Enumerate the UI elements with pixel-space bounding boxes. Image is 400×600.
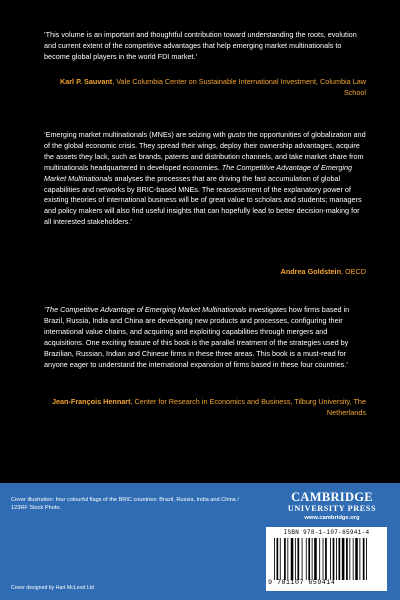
publisher-url: www.cambridge.org	[304, 515, 360, 521]
barcode-bar	[287, 538, 288, 580]
barcode-bar	[302, 538, 303, 580]
publisher-name-line1: CAMBRIDGE	[291, 490, 373, 504]
publisher-name-line2: UNIVERSITY PRESS	[287, 504, 377, 513]
review-quote-2	[44, 130, 366, 228]
review-quote-2-part2: the opportunities of globalization and of the global economic crisis. They spread their wings, deploy their ownership advantages, acquire the assets they lack, such as brands, patents and distribution channels, and take market share from multinationals headquartered in developed economies.	[44, 130, 366, 172]
reviewer-name-2: Andrea Goldstein	[280, 267, 342, 276]
barcode-bar	[353, 538, 354, 580]
barcode-bar	[325, 538, 327, 580]
reviewer-affiliation-2: , OECD	[341, 267, 366, 276]
barcode-bar	[366, 538, 367, 580]
barcode-bar	[295, 538, 296, 580]
barcode-bar	[323, 538, 324, 580]
barcode-bar	[342, 538, 345, 580]
reviewer-affiliation-1: , Vale Columbia Center on Sustainable International Investment, Columbia Law School	[112, 77, 366, 97]
barcode-bar	[284, 538, 286, 580]
review-quote-3	[44, 305, 366, 370]
review-attribution-3	[44, 397, 366, 419]
barcode-bar	[277, 538, 279, 580]
barcode-box	[266, 527, 387, 591]
review-quote-2-em1: gusto	[227, 130, 246, 139]
barcode-bar	[280, 538, 281, 580]
barcode-bar	[336, 538, 337, 580]
reviewer-name-3: Jean-François Hennart	[51, 397, 131, 406]
review-quote-1	[44, 30, 366, 63]
publisher-logo	[277, 491, 387, 522]
barcode-bar	[359, 538, 360, 580]
barcode-bar	[339, 538, 341, 580]
review-attribution-1	[44, 77, 366, 99]
barcode-bar	[291, 538, 294, 580]
barcode-bar	[308, 538, 310, 580]
barcode-bar	[312, 538, 313, 580]
barcode-bar	[319, 538, 320, 580]
cover-illustration-credit: Cover illustration: four colourful flags of the BRIC countries: Brazil, Russia, India and China / 123RF Stock Photo.	[11, 497, 239, 511]
review-quote-3-em1: ‘The Competitive Advantage of Emerging Market Multinationals	[44, 305, 247, 314]
review-quote-1-text: ‘This volume is an important and thoughtful contribution toward understanding the roots, evolution and current extent of the competitive advantages that help emerging market multinationals to become global players in the world FDI market.’	[44, 30, 357, 61]
barcode-bar	[346, 538, 348, 580]
review-quote-2-part3: analyses the processes that are driving the fast accumulation of global capabilities and networks by BRIC-based MNEs. The reassessment of the explanatory power of existing theories of international business will be of great value to scholars and students; managers and policy makers will also find useful insights that can hopefully lead to better decision-making for all interested stakeholders.’	[44, 173, 362, 227]
barcode-bar	[274, 538, 275, 580]
reviewer-name-1: Karl P. Sauvant	[59, 77, 113, 86]
isbn-label: ISBN 978-1-107-65941-4	[283, 529, 370, 536]
review-quote-2-part1: ‘Emerging market multinationals (MNEs) are seizing with	[44, 130, 228, 139]
reviewer-affiliation-3: , Center for Research in Economics and Business, Tilburg University, The Netherlands	[130, 397, 366, 417]
barcode-bar	[333, 538, 335, 580]
barcode-bar	[330, 538, 331, 580]
barcode-bar	[314, 538, 317, 580]
barcode-bar	[355, 538, 358, 580]
barcode-icon	[274, 538, 379, 580]
review-quote-2-em2: The Competitive Advantage of Emerging Market Multinationals	[44, 162, 353, 183]
barcode-bar	[363, 538, 365, 580]
review-quote-3-part1: investigates how firms based in Brazil, Russia, India and China are developing new products and processes, configuring their international value chains, and acquiring and exploiting capabilities through mergers and acquisitions. One exciting feature of this book is the parallel treatment of the strategies used by Brazilian, Russian, Indian and Chinese firms in these three areas. This book is a must-read for anyone eager to understand the international expansion of firms based in these four countries.’	[44, 305, 350, 369]
review-attribution-2	[44, 267, 366, 278]
barcode-bar	[349, 538, 350, 580]
cover-designer-credit: Cover designed by Hart McLeod Ltd	[11, 585, 95, 591]
barcode-bar	[306, 538, 307, 580]
barcode-number: 9 781107 659414	[268, 579, 336, 587]
barcode-bar	[297, 538, 299, 580]
